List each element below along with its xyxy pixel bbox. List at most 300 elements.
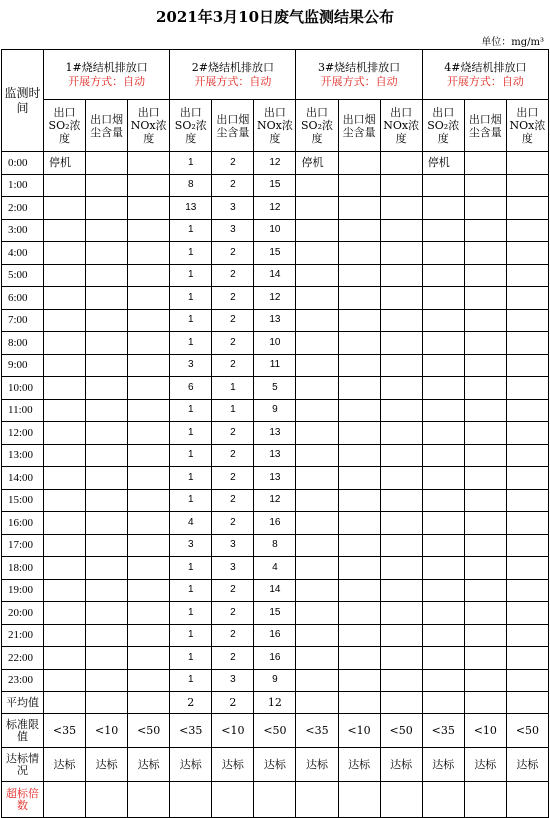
value-cell xyxy=(44,399,86,422)
value-cell xyxy=(86,354,128,377)
value-cell xyxy=(296,309,338,332)
value-cell xyxy=(338,489,380,512)
value-cell: 3 xyxy=(212,557,254,580)
value-cell xyxy=(506,287,548,310)
value-cell: 停机 xyxy=(44,152,86,175)
time-cell: 3:00 xyxy=(2,219,44,242)
value-cell xyxy=(86,534,128,557)
value-cell xyxy=(422,647,464,670)
value-cell xyxy=(422,557,464,580)
value-cell xyxy=(338,422,380,445)
value-cell: 2 xyxy=(212,444,254,467)
time-cell: 7:00 xyxy=(2,309,44,332)
value-cell xyxy=(128,579,170,602)
time-cell: 8:00 xyxy=(2,332,44,355)
average-cell xyxy=(128,692,170,714)
value-cell xyxy=(338,219,380,242)
value-cell xyxy=(380,152,422,175)
value-cell xyxy=(44,444,86,467)
value-cell xyxy=(422,377,464,400)
unit-header-4: 4#烧结机排放口 开展方式：自动 xyxy=(422,50,548,100)
sub-header-u4-nox: 出口NOx浓度 xyxy=(506,100,548,152)
value-cell: 2 xyxy=(212,332,254,355)
value-cell xyxy=(44,309,86,332)
value-cell xyxy=(506,332,548,355)
value-cell xyxy=(464,534,506,557)
value-cell: 13 xyxy=(254,309,296,332)
value-cell xyxy=(464,422,506,445)
value-cell: 1 xyxy=(170,332,212,355)
status-cell: 达标 xyxy=(86,748,128,782)
value-cell xyxy=(296,377,338,400)
emission-table xyxy=(1,49,549,818)
value-cell xyxy=(296,534,338,557)
page-title: 2021年3月10日废气监测结果公布 xyxy=(155,8,395,26)
value-cell xyxy=(380,399,422,422)
value-cell xyxy=(128,287,170,310)
limit-cell: <10 xyxy=(464,714,506,748)
value-cell xyxy=(506,444,548,467)
value-cell xyxy=(296,197,338,220)
value-cell: 1 xyxy=(170,399,212,422)
value-cell: 13 xyxy=(254,422,296,445)
value-cell xyxy=(422,534,464,557)
value-cell xyxy=(422,309,464,332)
value-cell xyxy=(506,242,548,265)
value-cell xyxy=(464,647,506,670)
value-cell xyxy=(128,197,170,220)
value-cell xyxy=(296,399,338,422)
value-cell xyxy=(44,534,86,557)
value-cell xyxy=(128,669,170,692)
value-cell xyxy=(380,647,422,670)
value-cell xyxy=(128,242,170,265)
value-cell xyxy=(44,579,86,602)
exceed-cell xyxy=(44,782,86,818)
average-cell xyxy=(422,692,464,714)
status-cell: 达标 xyxy=(254,748,296,782)
sub-header-u1-dust: 出口烟尘含量 xyxy=(86,100,128,152)
sub-header-u4-so2: 出口SO₂浓度 xyxy=(422,100,464,152)
time-cell: 15:00 xyxy=(2,489,44,512)
limit-cell: <50 xyxy=(128,714,170,748)
value-cell: 2 xyxy=(212,242,254,265)
table-row xyxy=(2,287,549,310)
time-cell: 10:00 xyxy=(2,377,44,400)
table-row xyxy=(2,624,549,647)
time-cell: 1:00 xyxy=(2,174,44,197)
table-row xyxy=(2,489,549,512)
table-row xyxy=(2,669,549,692)
unit-header-1: 1#烧结机排放口 开展方式：自动 xyxy=(44,50,170,100)
limit-cell: <10 xyxy=(86,714,128,748)
status-row xyxy=(2,748,549,782)
average-label: 平均值 xyxy=(2,692,44,714)
limit-cell: <50 xyxy=(506,714,548,748)
value-cell xyxy=(44,489,86,512)
value-cell xyxy=(464,399,506,422)
value-cell xyxy=(296,287,338,310)
sub-header-u2-so2: 出口SO₂浓度 xyxy=(170,100,212,152)
value-cell xyxy=(338,534,380,557)
average-cell xyxy=(464,692,506,714)
value-cell xyxy=(422,512,464,535)
table-row xyxy=(2,422,549,445)
value-cell xyxy=(422,422,464,445)
unit-header-2: 2#烧结机排放口 开展方式：自动 xyxy=(170,50,296,100)
value-cell xyxy=(128,534,170,557)
average-cell: 12 xyxy=(254,692,296,714)
value-cell xyxy=(380,309,422,332)
value-cell xyxy=(422,174,464,197)
time-cell: 20:00 xyxy=(2,602,44,625)
value-cell xyxy=(296,174,338,197)
value-cell xyxy=(86,197,128,220)
value-cell: 12 xyxy=(254,152,296,175)
value-cell: 1 xyxy=(170,579,212,602)
value-cell: 16 xyxy=(254,512,296,535)
value-cell xyxy=(296,579,338,602)
value-cell xyxy=(296,354,338,377)
value-cell xyxy=(464,377,506,400)
value-cell xyxy=(380,512,422,535)
value-cell: 1 xyxy=(170,647,212,670)
table-row xyxy=(2,152,549,175)
value-cell: 1 xyxy=(170,602,212,625)
value-cell: 2 xyxy=(212,467,254,490)
value-cell xyxy=(296,602,338,625)
value-cell xyxy=(86,647,128,670)
value-cell xyxy=(44,332,86,355)
time-cell: 6:00 xyxy=(2,287,44,310)
unit-header-3: 3#烧结机排放口 开展方式：自动 xyxy=(296,50,422,100)
value-cell: 2 xyxy=(212,647,254,670)
value-cell: 2 xyxy=(212,354,254,377)
table-row xyxy=(2,264,549,287)
value-cell: 2 xyxy=(212,422,254,445)
value-cell xyxy=(422,624,464,647)
time-cell: 16:00 xyxy=(2,512,44,535)
table-row xyxy=(2,332,549,355)
value-cell xyxy=(380,422,422,445)
status-cell: 达标 xyxy=(506,748,548,782)
value-cell: 4 xyxy=(170,512,212,535)
value-cell: 3 xyxy=(212,197,254,220)
value-cell xyxy=(86,444,128,467)
value-cell xyxy=(44,174,86,197)
value-cell xyxy=(44,287,86,310)
value-cell xyxy=(464,152,506,175)
value-cell: 1 xyxy=(170,309,212,332)
value-cell xyxy=(338,197,380,220)
value-cell xyxy=(296,332,338,355)
exceed-cell xyxy=(86,782,128,818)
value-cell xyxy=(44,264,86,287)
table-row xyxy=(2,534,549,557)
value-cell: 13 xyxy=(254,444,296,467)
value-cell xyxy=(128,219,170,242)
value-cell: 2 xyxy=(212,287,254,310)
value-cell xyxy=(380,354,422,377)
time-cell: 21:00 xyxy=(2,624,44,647)
sub-header-u1-so2: 出口SO₂浓度 xyxy=(44,100,86,152)
value-cell: 12 xyxy=(254,197,296,220)
value-cell: 1 xyxy=(170,557,212,580)
value-cell xyxy=(506,579,548,602)
value-cell xyxy=(506,377,548,400)
table-row xyxy=(2,647,549,670)
table-row xyxy=(2,174,549,197)
value-cell xyxy=(506,669,548,692)
value-cell: 3 xyxy=(170,354,212,377)
value-cell xyxy=(338,557,380,580)
exceed-cell xyxy=(422,782,464,818)
value-cell xyxy=(86,264,128,287)
value-cell: 停机 xyxy=(296,152,338,175)
value-cell: 4 xyxy=(254,557,296,580)
value-cell xyxy=(44,557,86,580)
value-cell xyxy=(380,534,422,557)
value-cell xyxy=(380,174,422,197)
value-cell xyxy=(464,489,506,512)
value-cell: 9 xyxy=(254,399,296,422)
value-cell xyxy=(464,669,506,692)
value-cell xyxy=(506,309,548,332)
table-row xyxy=(2,197,549,220)
value-cell xyxy=(464,174,506,197)
value-cell xyxy=(296,264,338,287)
table-row xyxy=(2,399,549,422)
exceed-cell xyxy=(380,782,422,818)
value-cell xyxy=(86,152,128,175)
limit-cell: <10 xyxy=(338,714,380,748)
value-cell xyxy=(380,287,422,310)
value-cell: 8 xyxy=(254,534,296,557)
value-cell xyxy=(380,602,422,625)
limit-cell: <35 xyxy=(44,714,86,748)
status-cell: 达标 xyxy=(212,748,254,782)
value-cell xyxy=(464,332,506,355)
average-cell xyxy=(380,692,422,714)
limit-cell: <35 xyxy=(296,714,338,748)
table-row xyxy=(2,354,549,377)
value-cell xyxy=(464,219,506,242)
value-cell: 1 xyxy=(170,152,212,175)
value-cell: 3 xyxy=(170,534,212,557)
value-cell xyxy=(506,219,548,242)
value-cell xyxy=(338,152,380,175)
value-cell: 16 xyxy=(254,647,296,670)
status-cell: 达标 xyxy=(464,748,506,782)
value-cell xyxy=(506,467,548,490)
value-cell xyxy=(128,422,170,445)
status-cell: 达标 xyxy=(422,748,464,782)
value-cell xyxy=(380,467,422,490)
exceed-label: 超标倍数 xyxy=(2,782,44,818)
value-cell: 13 xyxy=(254,467,296,490)
average-cell xyxy=(296,692,338,714)
value-cell xyxy=(86,669,128,692)
value-cell xyxy=(338,669,380,692)
value-cell: 2 xyxy=(212,512,254,535)
value-cell xyxy=(86,287,128,310)
sub-header-u3-nox: 出口NOx浓度 xyxy=(380,100,422,152)
sub-header-u4-dust: 出口烟尘含量 xyxy=(464,100,506,152)
value-cell xyxy=(44,242,86,265)
value-cell: 3 xyxy=(212,219,254,242)
value-cell xyxy=(506,197,548,220)
value-cell xyxy=(44,219,86,242)
status-cell: 达标 xyxy=(44,748,86,782)
value-cell: 2 xyxy=(212,579,254,602)
average-row xyxy=(2,692,549,714)
value-cell: 9 xyxy=(254,669,296,692)
value-cell xyxy=(86,557,128,580)
sub-header-u3-dust: 出口烟尘含量 xyxy=(338,100,380,152)
value-cell xyxy=(128,624,170,647)
value-cell: 15 xyxy=(254,602,296,625)
value-cell: 10 xyxy=(254,332,296,355)
value-cell xyxy=(506,354,548,377)
value-cell: 14 xyxy=(254,579,296,602)
value-cell: 13 xyxy=(170,197,212,220)
value-cell xyxy=(380,669,422,692)
sub-header-row xyxy=(2,100,549,152)
value-cell xyxy=(422,242,464,265)
average-cell: 2 xyxy=(170,692,212,714)
value-cell: 2 xyxy=(212,264,254,287)
value-cell: 1 xyxy=(170,669,212,692)
time-cell: 2:00 xyxy=(2,197,44,220)
value-cell: 12 xyxy=(254,489,296,512)
table-row xyxy=(2,377,549,400)
time-cell: 12:00 xyxy=(2,422,44,445)
time-col-header: 监测时间 xyxy=(2,50,44,152)
time-cell: 5:00 xyxy=(2,264,44,287)
value-cell: 1 xyxy=(170,467,212,490)
value-cell xyxy=(338,444,380,467)
value-cell xyxy=(338,332,380,355)
exceed-cell xyxy=(296,782,338,818)
value-cell: 2 xyxy=(212,489,254,512)
value-cell xyxy=(506,534,548,557)
value-cell: 1 xyxy=(170,264,212,287)
value-cell: 1 xyxy=(170,624,212,647)
value-cell: 1 xyxy=(170,219,212,242)
value-cell xyxy=(86,332,128,355)
value-cell xyxy=(464,242,506,265)
value-cell xyxy=(296,444,338,467)
value-cell xyxy=(296,624,338,647)
value-cell xyxy=(422,444,464,467)
value-cell xyxy=(44,602,86,625)
value-cell xyxy=(464,444,506,467)
value-cell xyxy=(296,242,338,265)
value-cell xyxy=(86,174,128,197)
value-cell xyxy=(44,377,86,400)
value-cell xyxy=(86,467,128,490)
value-cell xyxy=(380,624,422,647)
value-cell xyxy=(128,512,170,535)
value-cell xyxy=(128,354,170,377)
value-cell: 2 xyxy=(212,152,254,175)
exceed-cell xyxy=(128,782,170,818)
value-cell xyxy=(338,647,380,670)
value-cell xyxy=(44,422,86,445)
value-cell xyxy=(128,444,170,467)
value-cell: 2 xyxy=(212,624,254,647)
value-cell xyxy=(422,287,464,310)
value-cell: 15 xyxy=(254,242,296,265)
value-cell xyxy=(128,309,170,332)
value-cell xyxy=(380,444,422,467)
value-cell xyxy=(506,602,548,625)
value-cell: 1 xyxy=(170,444,212,467)
value-cell xyxy=(422,197,464,220)
value-cell xyxy=(128,377,170,400)
value-cell: 10 xyxy=(254,219,296,242)
value-cell xyxy=(86,579,128,602)
value-cell xyxy=(128,557,170,580)
value-cell xyxy=(464,309,506,332)
table-row xyxy=(2,557,549,580)
value-cell xyxy=(128,264,170,287)
exceed-row xyxy=(2,782,549,818)
exceed-cell xyxy=(506,782,548,818)
limit-label: 标准限值 xyxy=(2,714,44,748)
value-cell xyxy=(380,242,422,265)
value-cell xyxy=(44,354,86,377)
value-cell xyxy=(86,219,128,242)
value-cell xyxy=(338,264,380,287)
value-cell xyxy=(422,602,464,625)
value-cell xyxy=(338,467,380,490)
value-cell: 2 xyxy=(212,309,254,332)
limit-cell: <35 xyxy=(422,714,464,748)
value-cell xyxy=(464,264,506,287)
status-cell: 达标 xyxy=(128,748,170,782)
value-cell xyxy=(296,467,338,490)
value-cell xyxy=(44,197,86,220)
value-cell xyxy=(380,332,422,355)
exceed-cell xyxy=(170,782,212,818)
value-cell: 14 xyxy=(254,264,296,287)
value-cell: 2 xyxy=(212,602,254,625)
time-cell: 0:00 xyxy=(2,152,44,175)
value-cell xyxy=(44,624,86,647)
value-cell xyxy=(506,264,548,287)
value-cell xyxy=(422,219,464,242)
value-cell xyxy=(296,219,338,242)
value-cell xyxy=(464,602,506,625)
sub-header-u2-dust: 出口烟尘含量 xyxy=(212,100,254,152)
table-row xyxy=(2,309,549,332)
value-cell: 停机 xyxy=(422,152,464,175)
time-cell: 4:00 xyxy=(2,242,44,265)
value-cell xyxy=(422,332,464,355)
value-cell: 1 xyxy=(212,377,254,400)
value-cell: 2 xyxy=(212,174,254,197)
table-row xyxy=(2,512,549,535)
value-cell xyxy=(128,467,170,490)
value-cell xyxy=(338,354,380,377)
value-cell xyxy=(506,399,548,422)
value-cell xyxy=(86,602,128,625)
value-cell xyxy=(44,669,86,692)
time-cell: 13:00 xyxy=(2,444,44,467)
time-cell: 19:00 xyxy=(2,579,44,602)
value-cell xyxy=(506,152,548,175)
